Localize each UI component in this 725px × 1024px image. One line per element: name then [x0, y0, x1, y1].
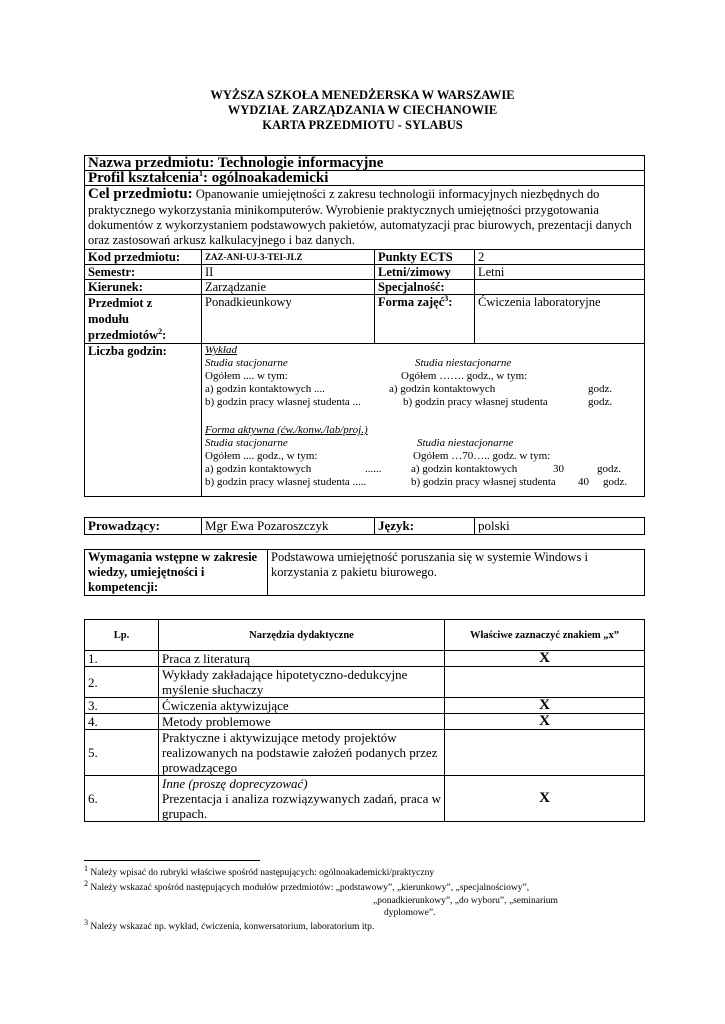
course-name-label: Nazwa przedmiotu:	[88, 155, 215, 171]
row-lp: 5.	[85, 730, 159, 776]
active-contact-dots: ......	[365, 463, 382, 475]
table-row	[85, 651, 645, 667]
lecture-title: Wykład	[205, 344, 237, 356]
active-contact-fulltime: a) godzin kontaktowych	[205, 463, 312, 475]
module-label-line1: Przedmiot z	[88, 296, 153, 310]
requirements-label: Wymagania wstępne w zakresie wiedzy, umiejętności i kompetencji:	[85, 550, 268, 596]
active-contact-parttime: a) godzin kontaktowych	[411, 463, 518, 475]
lecture-total-parttime: Ogółem ……. godz., w tym:	[401, 370, 528, 382]
ects-value: 2	[475, 250, 645, 265]
teaching-tools-table	[84, 619, 645, 822]
row-mark	[445, 667, 645, 698]
field-value: Zarządzanie	[202, 280, 375, 295]
active-self-value: 40	[578, 476, 589, 488]
row-mark: X	[445, 714, 645, 730]
row-tool-other: Inne (proszę doprecyzować)	[162, 776, 308, 791]
row-mark	[445, 730, 645, 776]
module-label-line2: modułu	[88, 312, 129, 326]
lecture-self-parttime: b) godzin pracy własnej studenta	[403, 396, 548, 408]
active-self-parttime: b) godzin pracy własnej studenta	[411, 476, 556, 488]
active-fulltime-heading: Studia stacjonarne	[205, 437, 288, 449]
col-mark-header: Właściwe zaznaczyć znakiem „x”	[445, 620, 645, 651]
row-lp: 3.	[85, 698, 159, 714]
code-value: ZAZ-ANI-UJ-3-TEI-JLZ	[202, 250, 375, 265]
profile-label: Profil kształcenia	[88, 170, 199, 186]
footnote-1: $^1$ Należy wpisać do rubryki właściwe spośród następujących: ogólnoakademicki/praktyczny	[84, 863, 435, 878]
row-tool	[159, 776, 445, 822]
footnote-ref-1: 1	[198, 169, 203, 178]
active-contact-unit: godz.	[597, 463, 622, 475]
footnote-ref-2: 2	[158, 326, 163, 336]
hours-label: Liczba godzin:	[85, 344, 202, 497]
active-total-fulltime: Ogółem .... godz., w tym:	[205, 450, 318, 462]
lecture-fulltime-heading: Studia stacjonarne	[205, 357, 288, 369]
row-tool: Metody problemowe	[159, 714, 445, 730]
specialty-label: Specjalność:	[375, 280, 475, 295]
lecture-contact-unit: godz.	[588, 383, 613, 395]
lecture-self-fulltime: b) godzin pracy własnej studenta ...	[205, 396, 361, 408]
course-name-value: Technologie informacyjne	[217, 155, 384, 171]
semester-label: Semestr:	[85, 265, 202, 280]
footnote-2-cont: „ponadkierunkowy”, „do wyboru”, „seminarium	[373, 896, 558, 906]
footnote-3: $^3$ Należy wskazać np. wykład, ćwiczenia, konwersatorium, laboratorium itp.	[84, 917, 375, 932]
row-mark: X	[445, 698, 645, 714]
season-label: Letni/zimowy	[375, 265, 475, 280]
row-lp: 1.	[85, 651, 159, 667]
teacher-label: Prowadzący:	[85, 518, 202, 535]
row-tool: Praca z literaturą	[159, 651, 445, 667]
course-info-table	[84, 155, 645, 497]
course-name-row	[85, 156, 645, 171]
active-self-unit: godz.	[603, 476, 628, 488]
module-value: Ponadkieunkowy	[202, 295, 375, 344]
profile-row	[85, 171, 645, 186]
row-lp: 4.	[85, 714, 159, 730]
language-value: polski	[475, 518, 645, 535]
goal-row	[85, 186, 645, 250]
goal-label: Cel przedmiotu:	[88, 186, 193, 202]
teacher-value: Mgr Ewa Pozaroszczyk	[202, 518, 375, 535]
requirements-value: Podstawowa umiejętność poruszania się w systemie Windows i korzystania z pakietu biurowego.	[268, 550, 645, 596]
row-tool: Praktyczne i aktywizujące metody projektów realizowanych na podstawie założeń podanych przez prowadzącego	[159, 730, 445, 776]
col-lp-header: Lp.	[85, 620, 159, 651]
faculty-name: WYDZIAŁ ZARZĄDZANIA W CIECHANOWIE	[227, 103, 498, 117]
lecture-contact-fulltime: a) godzin kontaktowych ....	[205, 383, 326, 395]
table-row	[85, 776, 645, 822]
footnote-2: $^2$ Należy wskazać spośród następujących modułów przedmiotów: „podstawowy”, „kierunkowy”, „specjalnościowy”,	[84, 878, 530, 893]
active-self-fulltime: b) godzin pracy własnej studenta .....	[205, 476, 367, 488]
lecture-parttime-heading: Studia niestacjonarne	[415, 357, 512, 369]
requirements-table	[84, 549, 645, 596]
footnote-divider	[84, 860, 260, 861]
season-value: Letni	[475, 265, 645, 280]
document-title: KARTA PRZEDMIOTU - SYLABUS	[262, 118, 463, 132]
teacher-table	[84, 517, 645, 535]
row-mark: X	[445, 776, 645, 822]
specialty-value	[475, 280, 645, 295]
row-mark: X	[445, 651, 645, 667]
school-name: WYŻSZA SZKOŁA MENEDŻERSKA W WARSZAWIE	[210, 88, 515, 102]
language-label: Język:	[375, 518, 475, 535]
col-tool-header: Narzędzia dydaktyczne	[159, 620, 445, 651]
table-row	[85, 714, 645, 730]
row-lp: 6.	[85, 776, 159, 822]
semester-value: II	[202, 265, 375, 280]
module-label: Przedmiot z modułu przedmiotów$^2$:	[85, 295, 202, 344]
module-label-line3: przedmiotów	[88, 328, 159, 342]
lecture-contact-parttime: a) godzin kontaktowych	[389, 383, 496, 395]
tools-header-row	[85, 620, 645, 651]
table-row	[85, 667, 645, 698]
form-value: Ćwiczenia laboratoryjne	[475, 295, 645, 344]
code-label: Kod przedmiotu:	[85, 250, 202, 265]
footnote-ref-3: 3	[444, 293, 449, 303]
table-row	[85, 730, 645, 776]
hours-cell	[202, 344, 645, 497]
field-label: Kierunek:	[85, 280, 202, 295]
goal-text: Opanowanie umiejętności z zakresu technologii informacyjnych niezbędnych do praktycznego wykorzystania minikomputerów. Wyrobienie praktycznych umiejętności przygotowania dokumentów z wykorzystaniem podstawowych pakietów, automatyzacji prac biurowych, prezentacji danych oraz zastosowań arkusz kalkulacyjnego i baz danych.	[88, 187, 632, 247]
table-row	[85, 698, 645, 714]
active-total-parttime: Ogółem …70….. godz. w tym:	[413, 450, 551, 462]
lecture-total-fulltime: Ogółem .... w tym:	[205, 370, 288, 382]
row-tool: Wykłady zakładające hipotetyczno-dedukcyjne myślenie słuchaczy	[159, 667, 445, 698]
footnote-2-cont2: dyplomowe”.	[384, 908, 436, 918]
row-lp: 2.	[85, 667, 159, 698]
ects-label: Punkty ECTS	[375, 250, 475, 265]
active-contact-value: 30	[553, 463, 564, 475]
lecture-self-unit: godz.	[588, 396, 613, 408]
active-form-title: Forma aktywna (ćw./konw./lab/proj.)	[205, 424, 368, 436]
row-tool-text: Prezentacja i analiza rozwiązywanych zadań, praca w grupach.	[162, 791, 441, 821]
profile-value: : ogólnoakademicki	[202, 170, 329, 186]
form-label: Forma zajęć$^3$:	[375, 295, 475, 344]
active-parttime-heading: Studia niestacjonarne	[417, 437, 514, 449]
row-tool: Ćwiczenia aktywizujące	[159, 698, 445, 714]
